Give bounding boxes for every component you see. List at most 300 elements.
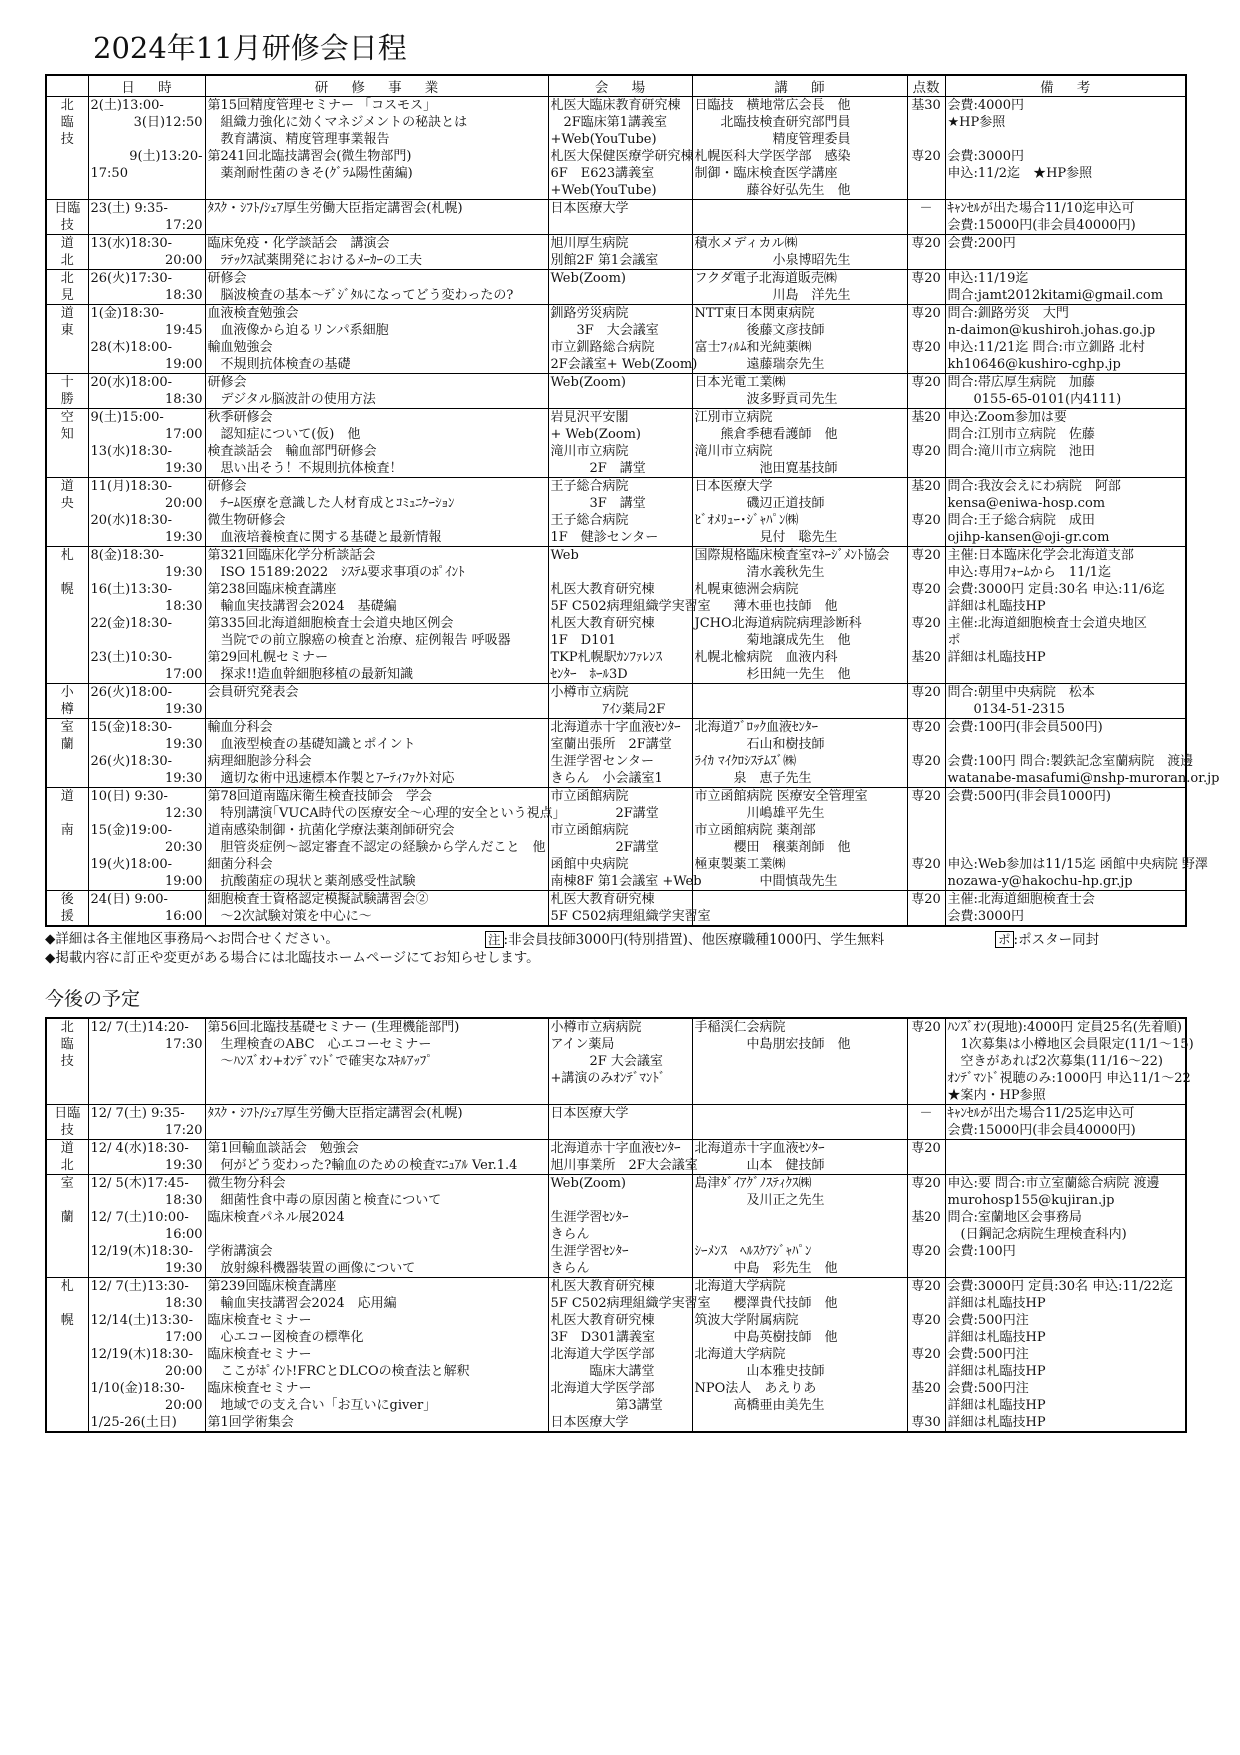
- region-cell: [46, 547, 88, 684]
- notes-cell-line: nozawa-y@hakochu-hp.gr.jp: [947, 874, 1133, 889]
- points-cell-line: [910, 1157, 943, 1174]
- event-cell-line: 臨床検査セミナー: [207, 1347, 312, 1362]
- date-cell: [88, 409, 205, 478]
- date-cell-line: [91, 1053, 203, 1070]
- date-cell: [88, 719, 205, 788]
- points-cell-line: [910, 770, 943, 787]
- date-cell-line: 20:30: [165, 840, 203, 855]
- lecturer-cell: [692, 1140, 907, 1175]
- points-cell-line: 専20: [911, 149, 941, 164]
- notes-cell-line: 問合:滝川市立病院 池田: [947, 444, 1095, 459]
- points-cell-line: [910, 908, 943, 925]
- venue-cell: [548, 409, 692, 478]
- region-cell: [46, 1278, 88, 1433]
- event-cell-line: 組織力強化に効くマネジメントの秘訣とは: [207, 115, 468, 130]
- region-label: 日臨 技: [54, 1106, 81, 1138]
- date-cell-line: 10(日) 9:30-: [90, 789, 168, 804]
- date-cell-line: 12/ 7(土)13:30-: [90, 1279, 189, 1294]
- points-cell-line: [910, 1192, 943, 1209]
- lecturer-cell-line: 山本 健技師: [694, 1158, 825, 1173]
- date-cell: [88, 374, 205, 409]
- lecturer-cell-line: 制御・臨床検査医学講座: [694, 166, 838, 181]
- notes-cell: [945, 788, 1208, 891]
- lecturer-cell-line: 小泉博昭先生: [694, 253, 851, 268]
- event-cell-line: 病理細胞診分科会: [207, 754, 312, 769]
- lecturer-cell: [692, 891, 907, 927]
- event-cell-line: 特別講演｢VUCA時代の医療安全～心理的安全という視点｣: [207, 806, 560, 821]
- venue-cell-line: 別館2F 第1会議室: [550, 253, 659, 268]
- date-cell-line: 13(水)18:30-: [90, 444, 173, 459]
- venue-cell-line: 北海道赤十字血液ｾﾝﾀｰ: [550, 1141, 681, 1156]
- notes-cell-line: 会費:100円(非会員500円): [947, 720, 1103, 735]
- lecturer-cell-line: フクダ電子北海道販売㈱: [694, 271, 837, 286]
- venue-cell-line: 1F D101: [550, 633, 617, 648]
- event-cell-line: 輸血実技講習会2024 基礎編: [207, 599, 397, 614]
- lecturer-cell-line: 石山和樹技師: [694, 737, 825, 752]
- notes-cell-line: 問合:朝里中央病院 松本: [947, 685, 1095, 700]
- points-cell-line: [910, 426, 943, 443]
- region-label: 北 臨 技: [60, 1020, 74, 1069]
- notes-cell: [945, 478, 1186, 547]
- event-cell-line: 血液型検査の基礎知識とポイント: [207, 737, 416, 752]
- lecturer-cell-line: [695, 891, 905, 908]
- points-cell-line: [910, 495, 943, 512]
- notes-cell: [945, 547, 1186, 684]
- event-cell-line: 第56回北臨技基礎セミナー (生理機能部門): [207, 1020, 460, 1035]
- region-cell: [46, 891, 88, 927]
- date-cell: [88, 478, 205, 547]
- notes-cell-line: watanabe-masafumi@nshp-muroran.or.jp: [947, 771, 1220, 786]
- lecturer-cell-line: ｼｰﾒﾝｽ ﾍﾙｽｹｱｼﾞｬﾊﾟﾝ: [694, 1244, 812, 1259]
- points-cell-line: [910, 1397, 943, 1414]
- notes-cell-line: 問合:我汝会えにわ病院 阿部: [947, 479, 1121, 494]
- event-cell: [205, 270, 548, 305]
- event-cell-line: 血液培養検査に関する基礎と最新情報: [207, 530, 442, 545]
- table-row: [46, 788, 1186, 891]
- points-cell-line: [910, 564, 943, 581]
- footnote-line-1: ◆詳細は各主催地区事務局へお問合せください。: [45, 931, 339, 947]
- lecturer-cell-line: NPO法人 あえりあ: [694, 1381, 817, 1396]
- event-cell-line: 細菌性食中毒の原因菌と検査について: [207, 1193, 442, 1208]
- lecturer-cell-line: [695, 1053, 905, 1070]
- date-cell-line: 19:30: [165, 771, 203, 786]
- lecturer-cell-line: 清水義秋先生: [694, 565, 825, 580]
- venue-cell-line: +Web(YouTube): [550, 183, 657, 198]
- region-cell: [46, 788, 88, 891]
- notes-cell-line: [948, 839, 1184, 856]
- table-row: [46, 305, 1186, 374]
- date-cell-line: 17:20: [165, 218, 203, 233]
- footnote-po-text: :ポスター同封: [1013, 932, 1100, 948]
- region-label: 後 援: [60, 892, 74, 924]
- points-cell-line: [910, 1053, 943, 1070]
- lecturer-cell-line: 手稲渓仁会病院: [694, 1020, 786, 1035]
- lecturer-cell-line: 富士ﾌｨﾙﾑ和光純薬㈱: [694, 340, 812, 355]
- venue-cell-line: [551, 1192, 690, 1209]
- date-cell-line: 19:00: [165, 874, 203, 889]
- points-cell-line: －: [919, 201, 933, 216]
- venue-cell-line: + Web(Zoom): [550, 427, 641, 442]
- date-cell-line: 11(月)18:30-: [90, 479, 173, 494]
- event-cell-line: ～2次試験対策を中心に～: [207, 909, 372, 924]
- event-cell-line: デジタル脳波計の使用方法: [207, 392, 376, 407]
- venue-cell: [548, 547, 711, 684]
- date-cell: [88, 1140, 205, 1175]
- notes-cell-line: 申込:専用ﾌｫｰﾑから 11/1迄: [947, 565, 1112, 580]
- region-label: 道 北: [60, 236, 74, 268]
- region-cell: [46, 478, 88, 547]
- venue-cell-line: +Web(YouTube): [550, 132, 657, 147]
- lecturer-cell-line: 高橋亜由美先生: [694, 1398, 825, 1413]
- notes-cell-line: 会費:100円 問合:製鉄記念室蘭病院 渡邊: [947, 754, 1194, 769]
- notes-cell-line: kh10646@kushiro-cghp.jp: [947, 357, 1121, 372]
- date-cell-line: 20:00: [165, 1398, 203, 1413]
- header-datetime: 日 時: [88, 75, 205, 97]
- lecturer-cell-line: 杉田純一先生 他: [694, 667, 851, 682]
- points-cell: [907, 409, 945, 478]
- points-cell-line: [910, 252, 943, 269]
- date-cell: [88, 547, 205, 684]
- points-cell-line: [910, 1070, 943, 1087]
- notes-cell-line: 会費:500円注: [947, 1381, 1029, 1396]
- points-cell: [907, 1175, 945, 1278]
- venue-cell-line: [551, 217, 690, 234]
- region-cell: [46, 1018, 88, 1105]
- venue-cell-line: 生涯学習ｾﾝﾀｰ: [550, 1210, 629, 1225]
- lecturer-cell-line: [695, 908, 905, 925]
- event-cell-line: 道南感染制御・抗菌化学療法薬剤師研究会: [207, 823, 455, 838]
- date-cell-line: 2(土)13:00-: [90, 98, 164, 113]
- venue-cell-line: 札医大保健医療学研究棟: [550, 149, 694, 164]
- points-cell-line: 専20: [911, 1244, 941, 1259]
- event-cell-line: 薬剤耐性菌のきそ(ｸﾞﾗﾑ陽性菌編): [207, 166, 413, 181]
- lecturer-cell-line: 中島朋宏技師 他: [694, 1037, 851, 1052]
- event-cell-line: ISO 15189:2022 ｼｽﾃﾑ要求事項のﾎﾟｲﾝﾄ: [207, 565, 465, 580]
- event-cell-line: 微生物研修会: [207, 513, 286, 528]
- venue-cell-line: 5F C502病理組織学実習室: [550, 1296, 711, 1311]
- notes-cell-line: (日鋼記念病院生理検査科内): [947, 1227, 1127, 1242]
- points-cell-line: 専20: [911, 236, 941, 251]
- table-row: [46, 1278, 1186, 1433]
- region-cell: [46, 374, 88, 409]
- lecturer-cell-line: [695, 1087, 905, 1104]
- date-cell-line: 18:30: [165, 288, 203, 303]
- lecturer-cell-line: 北海道赤十字血液ｾﾝﾀｰ: [694, 1141, 825, 1156]
- region-label: 日臨 技: [54, 201, 81, 233]
- region-label: 空 知: [60, 410, 74, 442]
- table-row: [46, 409, 1186, 478]
- notes-cell-line: murohosp155@kujiran.jp: [947, 1193, 1115, 1208]
- event-cell-line: 細胞検査士資格認定模擬試験講習会②: [207, 892, 429, 907]
- points-cell-line: 専20: [911, 548, 941, 563]
- event-cell: [205, 788, 560, 891]
- page-title: 2024年11月研修会日程: [93, 31, 407, 65]
- region-cell: [46, 235, 88, 270]
- points-cell-line: 専20: [911, 513, 941, 528]
- points-cell: [907, 1140, 945, 1175]
- venue-cell: [548, 374, 692, 409]
- points-cell-line: 専20: [911, 444, 941, 459]
- date-cell-line: 12/ 5(木)17:45-: [90, 1176, 189, 1191]
- date-cell-line: 26(火)18:30-: [90, 754, 173, 769]
- notes-cell-line: 1次募集は小樽地区会員限定(11/1～15): [947, 1037, 1194, 1052]
- notes-cell-line: 詳細は札臨技HP: [947, 1415, 1046, 1430]
- venue-cell-line: [551, 287, 690, 304]
- points-cell-line: [910, 598, 943, 615]
- event-cell-line: 血液像から迫るリンパ系細胞: [207, 323, 389, 338]
- region-label: 道 央: [60, 479, 74, 511]
- date-cell-line: 8(金)18:30-: [90, 548, 164, 563]
- november-schedule-table: [45, 74, 1220, 927]
- region-cell: [46, 97, 88, 200]
- lecturer-cell-line: [695, 1414, 905, 1431]
- date-cell-line: 22(金)18:30-: [90, 616, 173, 631]
- points-cell-line: 専20: [911, 857, 941, 872]
- lecturer-cell-line: 札幌北楡病院 血液内科: [694, 650, 838, 665]
- lecturer-cell: [692, 200, 907, 235]
- points-cell-line: [910, 1087, 943, 1104]
- date-cell-line: 19:30: [165, 530, 203, 545]
- lecturer-cell-line: [695, 1226, 905, 1243]
- points-cell: [907, 1018, 945, 1105]
- notes-cell-line: [948, 822, 1184, 839]
- lecturer-cell-line: [695, 200, 905, 217]
- points-cell-line: 専20: [911, 754, 941, 769]
- lecturer-cell-line: 川島 洋先生: [694, 288, 851, 303]
- venue-cell-line: 札医大教育研究棟: [550, 892, 655, 907]
- notes-cell-line: [948, 252, 1184, 269]
- venue-cell: [548, 1105, 692, 1140]
- notes-cell-line: 会費:200円: [947, 236, 1016, 251]
- event-cell-line: 学術講演会: [207, 1244, 273, 1259]
- notes-cell: [945, 1175, 1186, 1278]
- points-cell: [907, 547, 945, 684]
- points-cell-line: [910, 701, 943, 718]
- future-schedule-title: 今後の予定: [45, 988, 141, 1010]
- venue-cell-line: 6F E623講義室: [550, 166, 655, 181]
- event-cell-line: ﾗﾃｯｸｽ試薬開発におけるﾒｰｶｰの工夫: [207, 253, 423, 268]
- date-cell-line: 19:30: [165, 1158, 203, 1173]
- event-cell-line: 認知症について(仮) 他: [207, 427, 361, 442]
- venue-cell: [548, 97, 692, 200]
- date-cell-line: 18:30: [165, 1193, 203, 1208]
- notes-cell: [945, 97, 1186, 200]
- lecturer-cell: [692, 1278, 907, 1433]
- date-cell-line: 17:00: [165, 667, 203, 682]
- region-label: 北 見: [60, 271, 74, 303]
- region-label: 札 幌: [60, 548, 74, 597]
- event-cell-line: 輸血実技講習会2024 応用編: [207, 1296, 397, 1311]
- lecturer-cell-line: 藤谷好弘先生 他: [694, 183, 851, 198]
- venue-cell-line: 日本医療大学: [550, 1415, 629, 1430]
- venue-cell-line: 2F臨床第1講義室: [550, 115, 668, 130]
- notes-cell-line: n-daimon@kushiroh.johas.go.jp: [947, 323, 1156, 338]
- notes-cell-line: ﾊﾝｽﾞｵﾝ(現地):4000円 定員25名(先着順): [947, 1020, 1182, 1035]
- event-cell-line: ～ﾊﾝｽﾞｵﾝ+ｵﾝﾃﾞﾏﾝﾄﾞで確実なｽｷﾙｱｯﾌﾟ: [207, 1054, 433, 1069]
- date-cell: [88, 97, 205, 200]
- event-cell: [205, 684, 548, 719]
- lecturer-cell-line: 後藤文彦技師: [694, 323, 825, 338]
- event-cell: [205, 200, 548, 235]
- notes-cell-line: 申込:要 問合:市立室蘭総合病院 渡邊: [947, 1176, 1160, 1191]
- points-cell-line: [910, 1260, 943, 1277]
- points-cell: [907, 719, 945, 788]
- date-cell-line: 15(金)18:30-: [90, 720, 173, 735]
- venue-cell: [548, 478, 692, 547]
- points-cell-line: [910, 165, 943, 182]
- points-cell-line: 専20: [911, 306, 941, 321]
- event-cell-line: [208, 1070, 546, 1087]
- event-cell-line: [208, 1087, 546, 1104]
- event-cell-line: 抗酸菌症の現状と薬剤感受性試験: [207, 874, 416, 889]
- venue-cell: [548, 235, 692, 270]
- venue-cell-line: 市立釧路総合病院: [550, 340, 655, 355]
- lecturer-cell-line: ﾋﾞｵﾒﾘｭｰ･ｼﾞｬﾊﾟﾝ㈱: [694, 513, 799, 528]
- table-row: [46, 270, 1186, 305]
- notes-cell-line: [948, 131, 1184, 148]
- event-cell: [205, 235, 548, 270]
- notes-cell-line: [948, 805, 1184, 822]
- date-cell-line: 20:00: [165, 496, 203, 511]
- notes-cell-line: ojihp-kansen@oji-gr.com: [947, 530, 1110, 545]
- notes-cell: [945, 1140, 1186, 1175]
- venue-cell-line: 札医大教育研究棟: [550, 1313, 655, 1328]
- notes-cell-line: 0134-51-2315: [947, 702, 1065, 717]
- points-cell-line: 基20: [911, 1381, 941, 1396]
- venue-cell-line: ｾﾝﾀｰ ﾎｰﾙ3D: [550, 667, 628, 682]
- event-cell-line: ﾀｽｸ・ｼﾌﾄ/ｼｪｱ厚生労働大臣指定講習会(札幌): [207, 1106, 463, 1121]
- event-cell-line: 輸血勉強会: [207, 340, 273, 355]
- venue-cell: [548, 719, 692, 788]
- venue-cell-line: 札医大教育研究棟: [550, 616, 655, 631]
- date-cell: [88, 1278, 205, 1433]
- lecturer-cell-line: [695, 701, 905, 718]
- event-cell-line: ﾁｰﾑ医療を意識した人材育成とｺﾐｭﾆｹｰｼｮﾝ: [207, 496, 455, 511]
- event-cell-line: 教育講演、精度管理事業報告: [207, 132, 390, 147]
- lecturer-cell-line: 江別市立病院: [694, 410, 773, 425]
- points-cell-line: 専20: [911, 271, 941, 286]
- event-cell-line: 第1回学術集会: [207, 1415, 294, 1430]
- points-cell-line: [910, 1363, 943, 1380]
- notes-cell-line: ｷｬﾝｾﾙが出た場合11/10迄申込可: [947, 201, 1135, 216]
- table-row: [46, 200, 1186, 235]
- points-cell-line: [910, 131, 943, 148]
- date-cell-line: 12/ 7(土)14:20-: [90, 1020, 189, 1035]
- notes-cell-line: 申込:11/21迄 問合:市立釧路 北村: [947, 340, 1145, 355]
- points-cell-line: [910, 529, 943, 546]
- venue-cell-line: 5F C502病理組織学実習室: [550, 599, 711, 614]
- date-cell-line: 9(土)13:20-: [129, 149, 203, 164]
- event-cell-line: 第15回精度管理セミナー 「コスモス」: [207, 98, 437, 113]
- lecturer-cell: [692, 684, 907, 719]
- lecturer-cell-line: 遠藤瑞奈先生: [694, 357, 825, 372]
- notes-cell-line: 詳細は札臨技HP: [947, 1296, 1046, 1311]
- lecturer-cell-line: JCHO北海道病院病理診断科: [694, 616, 862, 631]
- date-cell: [88, 1175, 205, 1278]
- notes-cell-line: ★案内・HP参照: [947, 1088, 1046, 1103]
- notes-cell: [945, 684, 1186, 719]
- points-cell-line: [910, 460, 943, 477]
- date-cell-line: 16:00: [165, 909, 203, 924]
- region-label: 道 南: [60, 789, 74, 838]
- event-cell-line: 不規則抗体検査の基礎: [207, 357, 351, 372]
- event-cell-line: [208, 217, 546, 234]
- date-cell-line: 15(金)19:00-: [90, 823, 173, 838]
- footnote-chu: [485, 930, 884, 950]
- notes-cell: [945, 305, 1186, 374]
- notes-cell-line: 会費:3000円 定員:30名 申込:11/22迄: [947, 1279, 1173, 1294]
- date-cell-line: 18:30: [165, 392, 203, 407]
- future-schedule-table: [45, 1017, 1194, 1433]
- points-cell-line: [910, 322, 943, 339]
- lecturer-cell-line: 中間慎哉先生: [694, 874, 838, 889]
- date-cell-line: 16(土)13:30-: [90, 582, 173, 597]
- table-row: [46, 1175, 1186, 1278]
- header-region: [46, 75, 88, 97]
- points-cell-line: 専20: [911, 1347, 941, 1362]
- region-label: 道 北: [60, 1141, 74, 1173]
- points-cell-line: －: [919, 1106, 933, 1121]
- event-cell: [205, 891, 548, 927]
- table-row: [46, 235, 1186, 270]
- table-row: [46, 684, 1186, 719]
- lecturer-cell: [692, 719, 907, 788]
- event-cell: [205, 374, 548, 409]
- notes-cell: [945, 409, 1186, 478]
- region-cell: [46, 305, 88, 374]
- points-cell-line: [910, 182, 943, 199]
- notes-cell: [945, 1018, 1194, 1105]
- event-cell-line: 第241回北臨技講習会(微生物部門): [207, 149, 412, 164]
- notes-cell: [945, 1105, 1186, 1140]
- event-cell-line: 検査談話会 輸血部門研修会: [207, 444, 377, 459]
- notes-cell-line: 主催:北海道細胞検査士会: [947, 892, 1095, 907]
- event-cell-line: 第238回臨床検査講座: [207, 582, 337, 597]
- date-cell-line: 16:00: [165, 1227, 203, 1242]
- lecturer-cell-line: 国際規格臨床検査室ﾏﾈｰｼﾞﾒﾝﾄ協会: [694, 548, 890, 563]
- notes-cell: [945, 891, 1186, 927]
- lecturer-cell: [692, 478, 907, 547]
- region-cell: [46, 719, 88, 788]
- date-cell-line: 9(土)15:00-: [90, 410, 164, 425]
- event-cell-line: 輸血分科会: [207, 720, 273, 735]
- notes-cell-line: 申込:Zoom参加は要: [947, 410, 1067, 425]
- points-cell-line: [910, 839, 943, 856]
- points-cell-line: [910, 1122, 943, 1139]
- venue-cell-line: 第3講堂: [550, 1398, 663, 1413]
- event-cell: [205, 1175, 548, 1278]
- footnotes: [45, 930, 1185, 970]
- points-cell: [907, 1105, 945, 1140]
- region-cell: [46, 200, 88, 235]
- lecturer-cell: [692, 270, 907, 305]
- notes-cell-line: [948, 736, 1184, 753]
- venue-cell-line: 生涯学習ｾﾝﾀｰ: [550, 1244, 629, 1259]
- lecturer-cell-line: 札幌東徳洲会病院: [694, 582, 799, 597]
- date-cell-line: [91, 131, 203, 148]
- venue-cell: [548, 1018, 692, 1105]
- notes-cell-line: [948, 460, 1184, 477]
- event-cell-line: 心エコー図検査の標準化: [207, 1330, 364, 1345]
- date-cell: [88, 305, 205, 374]
- notes-cell-line: 会費:15000円(非会員40000円): [947, 1123, 1136, 1138]
- event-cell: [205, 1018, 548, 1105]
- lecturer-cell-line: 及川正之先生: [694, 1193, 825, 1208]
- event-cell-line: 脳波検査の基本～ﾃﾞｼﾞﾀﾙになってどう変わったの?: [207, 288, 514, 303]
- event-cell-line: 胆管炎症例～認定審査不認定の経験から学んだこと 他: [207, 840, 546, 855]
- lecturer-cell-line: 日本光電工業㈱: [694, 375, 786, 390]
- lecturer-cell: [692, 547, 907, 684]
